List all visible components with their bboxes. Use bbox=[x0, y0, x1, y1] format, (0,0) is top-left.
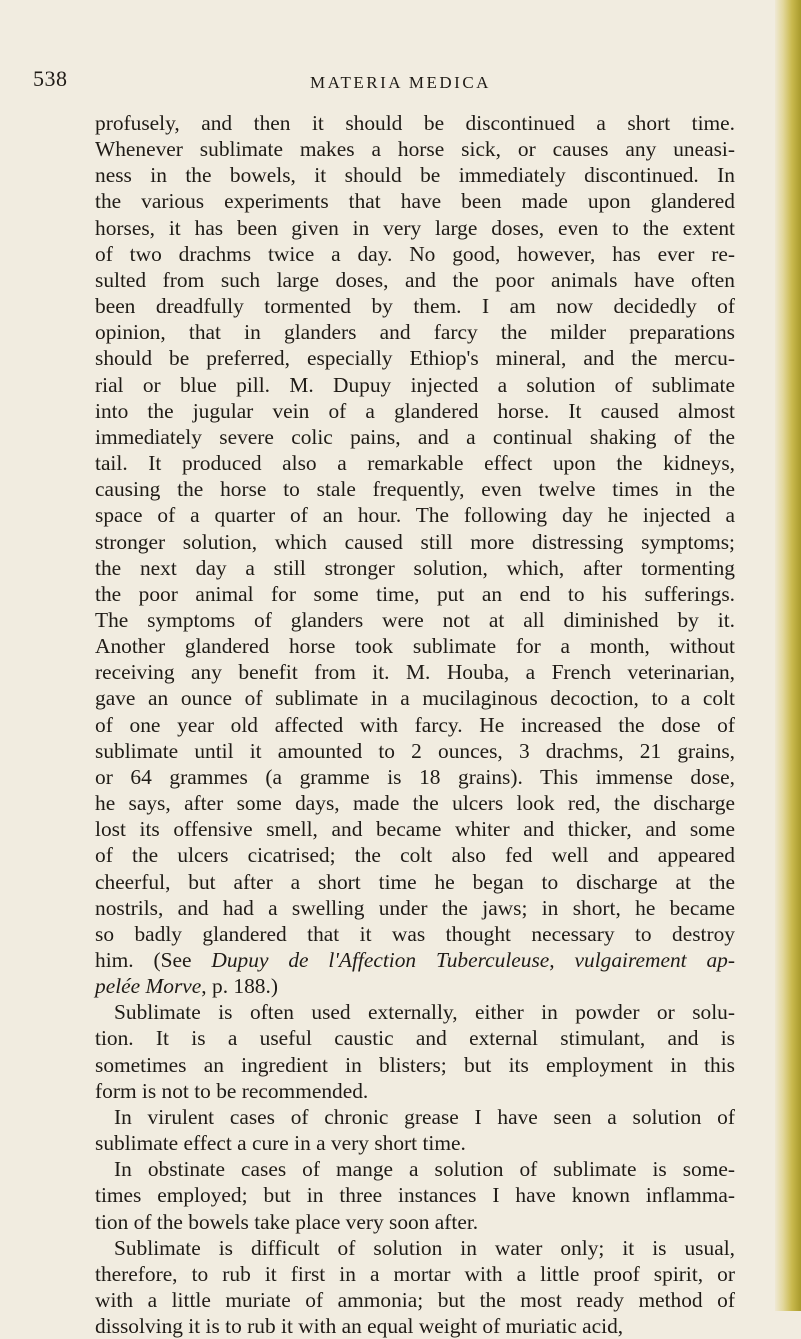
paragraph-line: form is not to be recommended. bbox=[95, 1078, 369, 1103]
text-line: of the ulcers cicatrised; the colt also fed well and appeared bbox=[95, 843, 735, 868]
paragraph-line: times employed; but in three instances I have known inflamma- bbox=[95, 1183, 735, 1208]
text-line: profusely, and then it should be discontinued a short time. bbox=[95, 111, 735, 135]
text-line: rial or blue pill. M. Dupuy injected a solution of sublimate bbox=[95, 372, 735, 397]
paragraph-line: tion. It is a useful caustic and external stimulant, and is bbox=[95, 1026, 735, 1051]
citation-line bbox=[95, 947, 735, 973]
text-line: sublimate until it amounted to 2 ounces, 3 drachms, 21 grains, bbox=[95, 738, 735, 763]
paragraph-line: Sublimate is difficult of solution in water only; it is usual, bbox=[114, 1235, 735, 1260]
paragraph-line: sublimate effect a cure in a very short time. bbox=[95, 1131, 466, 1156]
text-line: Whenever sublimate makes a horse sick, or causes any uneasi- bbox=[95, 137, 735, 162]
citation-title: Dupuy de l'Affection Tuberculeuse, vulgairement ap- bbox=[211, 948, 735, 972]
text-line: so badly glandered that it was thought necessary to destroy bbox=[95, 921, 735, 946]
paragraph-line: Sublimate is often used externally, either in powder or solu- bbox=[114, 1000, 735, 1025]
page-edge bbox=[775, 0, 801, 1311]
text-line: of two drachms twice a day. No good, however, has ever re- bbox=[95, 241, 735, 266]
running-title: MATERIA MEDICA bbox=[310, 73, 491, 92]
text-line: opinion, that in glanders and farcy the milder preparations bbox=[95, 320, 735, 345]
citation-prefix: him. (See bbox=[95, 948, 212, 972]
text-line: tail. It produced also a remarkable effect upon the kidneys, bbox=[95, 451, 735, 476]
paragraph-line: In obstinate cases of mange a solution of sublimate is some- bbox=[114, 1157, 735, 1182]
text-line: the poor animal for some time, put an end to his sufferings. bbox=[95, 581, 735, 606]
paragraph-line: In virulent cases of chronic grease I have seen a solution of bbox=[114, 1104, 735, 1129]
text-line: sulted from such large doses, and the poor animals have often bbox=[95, 267, 735, 292]
text-line: the next day a still stronger solution, which, after tormenting bbox=[95, 555, 735, 580]
text-line: the various experiments that have been made upon glandered bbox=[95, 189, 735, 214]
paragraph-line: dissolving it is to rub it with an equal weight of muriatic acid, bbox=[95, 1314, 624, 1339]
text-line: horses, it has been given in very large doses, even to the extent bbox=[95, 215, 735, 240]
citation-title-cont: pelée Morve bbox=[95, 974, 202, 999]
text-line: receiving any benefit from it. M. Houba, a French veterinarian, bbox=[95, 660, 735, 685]
text-line: into the jugular vein of a glandered horse. It caused almost bbox=[95, 398, 735, 423]
paragraph-line: therefore, to rub it first in a mortar with a little proof spirit, or bbox=[95, 1261, 735, 1286]
body-text bbox=[95, 110, 735, 1339]
paragraph-line: with a little muriate of ammonia; but the most ready method of bbox=[95, 1288, 735, 1313]
citation-suffix: , p. 188.) bbox=[201, 974, 278, 999]
text-line: been dreadfully tormented by them. I am now decidedly of bbox=[95, 294, 735, 319]
text-line: he says, after some days, made the ulcers look red, the discharge bbox=[95, 791, 735, 816]
citation-line bbox=[95, 973, 735, 999]
text-line: nostrils, and had a swelling under the jaws; in short, he became bbox=[95, 895, 735, 920]
text-line: should be preferred, especially Ethiop's mineral, and the mercu- bbox=[95, 346, 735, 371]
page-number: 538 bbox=[33, 66, 68, 91]
text-line: The symptoms of glanders were not at all diminished by it. bbox=[95, 607, 735, 632]
text-line: of one year old affected with farcy. He increased the dose of bbox=[95, 712, 735, 737]
text-line: cheerful, but after a short time he began to discharge at the bbox=[95, 869, 735, 894]
text-line: lost its offensive smell, and became whiter and thicker, and some bbox=[95, 817, 735, 842]
text-line: ness in the bowels, it should be immediately discontinued. In bbox=[95, 163, 735, 188]
text-line: gave an ounce of sublimate in a mucilaginous decoction, to a colt bbox=[95, 686, 735, 711]
text-line: or 64 grammes (a gramme is 18 grains). This immense dose, bbox=[95, 764, 735, 789]
paragraph-line: tion of the bowels take place very soon after. bbox=[95, 1209, 479, 1234]
text-line: space of a quarter of an hour. The following day he injected a bbox=[95, 503, 735, 528]
text-line: causing the horse to stale frequently, even twelve times in the bbox=[95, 477, 735, 502]
text-line: stronger solution, which caused still more distressing symptoms; bbox=[95, 529, 735, 554]
paragraph-line: sometimes an ingredient in blisters; but its employment in this bbox=[95, 1052, 735, 1077]
text-line: Another glandered horse took sublimate for a month, without bbox=[95, 634, 735, 659]
text-line: immediately severe colic pains, and a continual shaking of the bbox=[95, 424, 735, 449]
